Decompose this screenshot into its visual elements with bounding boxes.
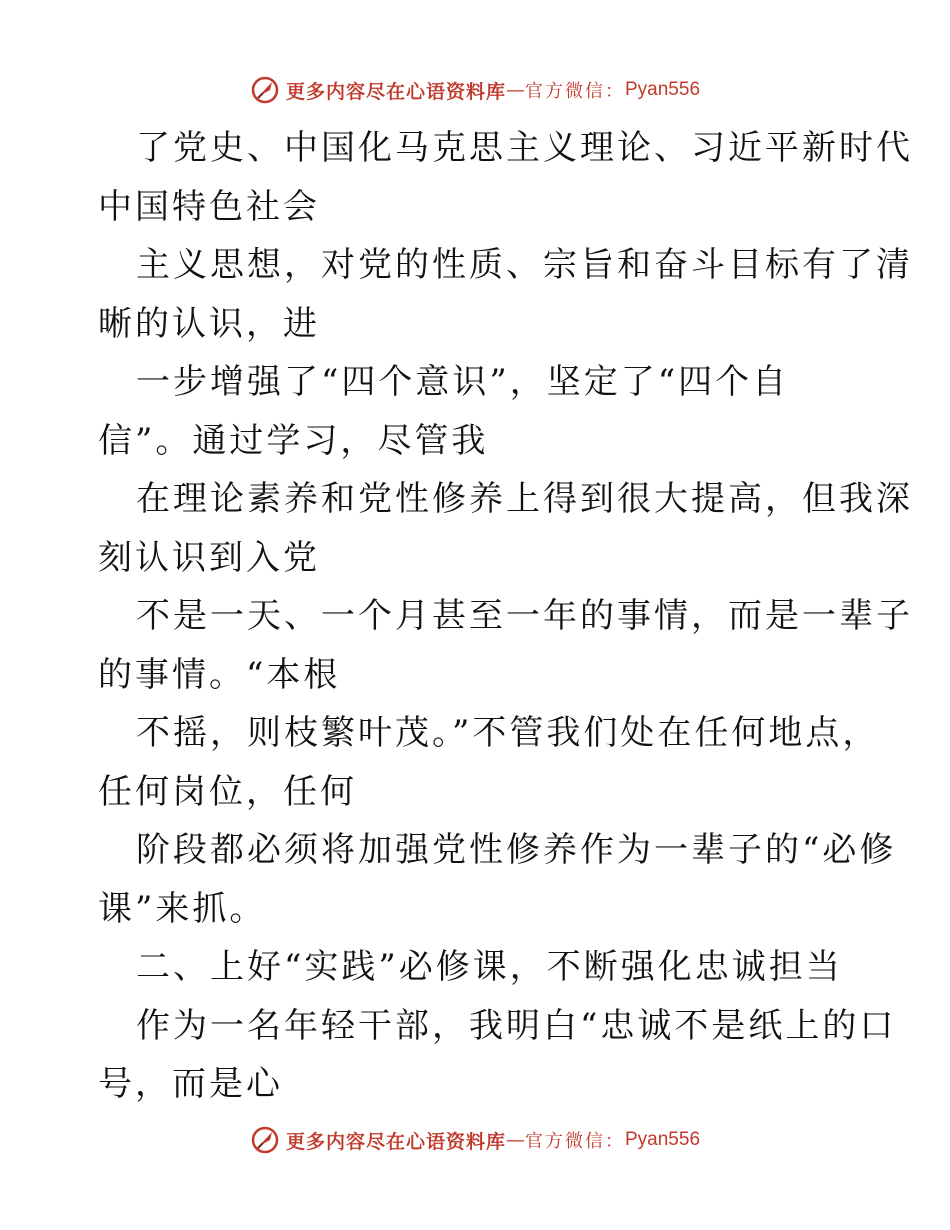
banner-wechat-label: 官方微信： <box>525 1131 625 1152</box>
text-line: 不是一天、一个月甚至一年的事情，而是一辈子 <box>136 596 913 636</box>
header-watermark-banner <box>0 73 950 107</box>
text-line: 在理论素养和党性修养上得到很大提高，但我深 <box>136 479 913 519</box>
text-line: 了党史、中国化马克思主义理论、习近平新时代 <box>136 128 913 168</box>
banner-brand-text: 更多内容尽在心语资料库 <box>285 80 506 103</box>
text-line: 阶段都必须将加强党性修养作为一辈子的“必修 <box>136 830 897 870</box>
text-line: 晰的认识，进 <box>98 303 320 344</box>
quill-logo-icon <box>250 75 280 105</box>
text-line: 不摇，则枝繁叶茂。”不管我们处在任何地点， <box>136 713 880 753</box>
banner-separator: — <box>506 79 525 101</box>
footer-watermark-banner <box>0 1123 950 1157</box>
banner-separator: — <box>506 1129 525 1151</box>
text-line: 的事情。“本根 <box>98 654 341 695</box>
text-line: 刻认识到入党 <box>98 537 320 578</box>
text-line: 二、上好“实践”必修课，不断强化忠诚担当 <box>136 947 843 987</box>
text-line: 主义思想，对党的性质、宗旨和奋斗目标有了清 <box>136 245 913 285</box>
quill-logo-icon <box>250 1125 280 1155</box>
text-line: 作为一名年轻干部，我明白“忠诚不是纸上的口 <box>136 1005 897 1046</box>
text-line: 中国特色社会 <box>98 186 320 227</box>
text-line: 任何岗位，任何 <box>98 771 357 812</box>
document-body <box>98 119 913 1114</box>
text-line: 一步增强了“四个意识”，坚定了“四个自 <box>136 362 790 402</box>
banner-wechat-id: Pyan556 <box>625 79 701 100</box>
text-line: 号，而是心 <box>98 1064 283 1104</box>
banner-wechat-id: Pyan556 <box>625 1129 701 1150</box>
banner-brand-text: 更多内容尽在心语资料库 <box>285 1130 506 1153</box>
text-line: 信”。通过学习，尽管我 <box>98 420 489 461</box>
text-line: 课”来抓。 <box>98 888 267 929</box>
banner-wechat-label: 官方微信： <box>525 81 625 102</box>
